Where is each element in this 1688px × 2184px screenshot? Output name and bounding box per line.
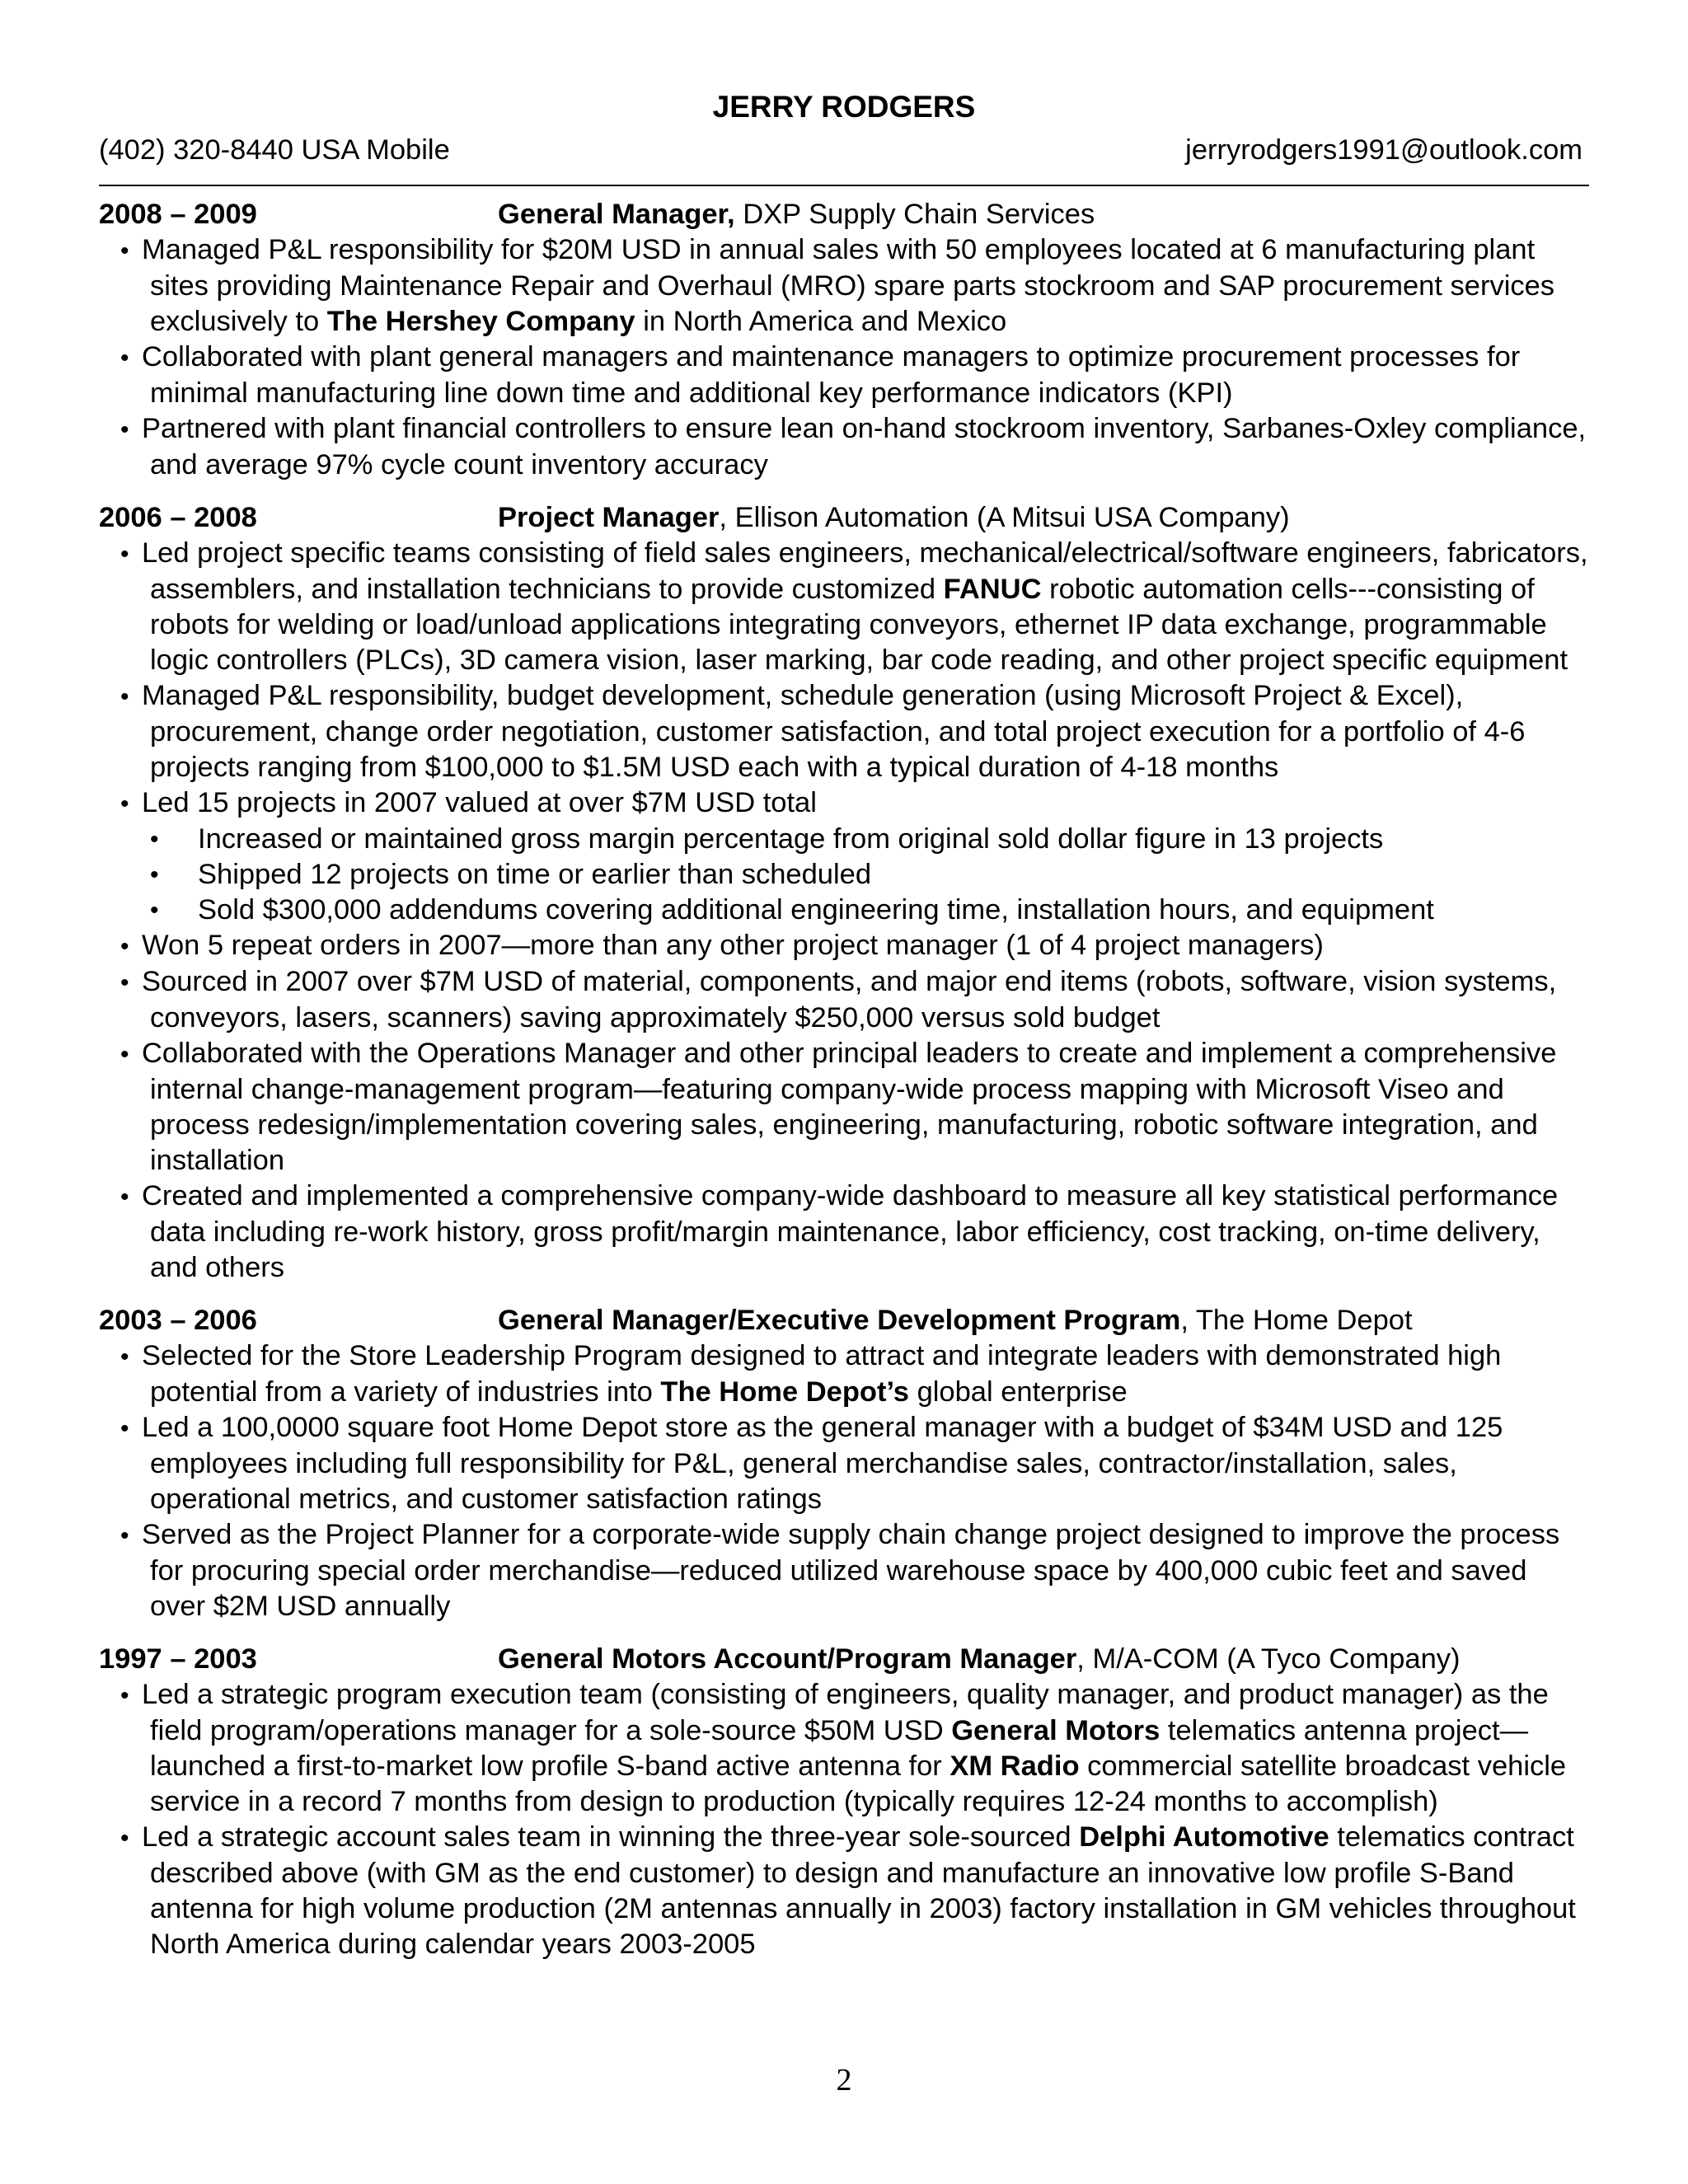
bullet-icon: •: [120, 1041, 129, 1068]
bullet-item: • Selected for the Store Leadership Program designed to attract and integrate leaders with demonstrated high potential from a variety of industries into The Home Depot’s global enterprise: [120, 1340, 1502, 1408]
page-number: 2: [836, 2063, 852, 2097]
job-dates: 2008 – 2009: [99, 199, 257, 230]
phone-number: (402) 320-8440 USA Mobile: [99, 134, 450, 166]
bullet-item: • Sourced in 2007 over $7M USD of material, components, and major end items (robots, software, vision systems, conveyors, lasers, scanners) saving approximately $250,000 versus sold budget: [120, 966, 1557, 1033]
job-header: [99, 1641, 1589, 1677]
bullet-icon: •: [150, 861, 159, 888]
job-company: DXP Supply Chain Services: [734, 199, 1095, 230]
job-company: , M/A-COM (A Tyco Company): [1076, 1643, 1461, 1675]
job-header: [99, 1302, 1589, 1338]
job-header: [99, 196, 1589, 232]
bullet-item: • Led a strategic program execution team (consisting of engineers, quality manager, and product manager) as the field program/operations manager for a sole-source $50M USD General Motors telematics antenna project—launched a first-to-market low profile S-band active antenna for XM Radio commercial satellite broadcast vehicle service in a record 7 months from design to production (typically requires 12-24 months to accomplish): [120, 1679, 1567, 1817]
bullet-item: • Managed P&L responsibility for $20M USD in annual sales with 50 employees located at 6 manufacturing plant sites providing Maintenance Repair and Overhaul (MRO) spare parts stockroom and SAP procurement services exclusively to The Hershey Company in North America and Mexico: [120, 234, 1555, 337]
bullet-icon: •: [120, 933, 129, 960]
contact-line: [99, 132, 1589, 168]
resume-page: [99, 82, 1589, 1979]
bullet-item: • Led a 100,0000 square foot Home Depot store as the general manager with a budget of $34M USD and 125 employees including full responsibility for P&L, general merchandise sales, contractor/installation, sales, operational metrics, and customer satisfaction ratings: [120, 1412, 1503, 1515]
bullet-icon: •: [120, 969, 129, 996]
job-title: General Manager/Executive Development Program: [498, 1305, 1181, 1336]
job-entry: [99, 1641, 1589, 1962]
sub-bullet-item: • Increased or maintained gross margin percentage from original sold dollar figure in 13 projects: [99, 822, 1589, 857]
bullet-icon: •: [120, 1415, 129, 1442]
sub-bullet-item: • Sold $300,000 addendums covering additional engineering time, installation hours, and equipment: [99, 893, 1589, 928]
job-title: Project Manager: [498, 502, 720, 533]
job-header: [99, 499, 1589, 536]
sub-bullet-item: • Shipped 12 projects on time or earlier than scheduled: [99, 857, 1589, 893]
bullet-item: • Led 15 projects in 2007 valued at over $7M USD total: [99, 785, 1589, 822]
bullet-item: • Created and implemented a comprehensive company-wide dashboard to measure all key statistical performance data including re-work history, gross profit/margin maintenance, labor efficiency, cost tracking, on-time delivery, and others: [120, 1180, 1559, 1283]
job-dates: 2003 – 2006: [99, 1305, 257, 1336]
job-company: , Ellison Automation (A Mitsui USA Company): [719, 502, 1290, 533]
bullet-icon: •: [120, 1682, 129, 1709]
email-address[interactable]: jerryrodgers1991@outlook.com: [1185, 134, 1582, 166]
bullet-icon: •: [120, 416, 129, 443]
bullet-icon: •: [120, 1183, 129, 1211]
bullet-icon: •: [120, 790, 129, 818]
bullet-item: • Won 5 repeat orders in 2007—more than any other project manager (1 of 4 project managers): [99, 928, 1589, 964]
bullet-item: • Led a strategic account sales team in winning the three-year sole-sourced Delphi Automotive telematics contract described above (with GM as the end customer) to design and manufacture an innovative low profile S-Band antenna for high volume production (2M antennas annually in 2003) factory installation in GM vehicles throughout North America during calendar years 2003-2005: [120, 1821, 1576, 1960]
bullet-icon: •: [120, 683, 129, 710]
bullet-icon: •: [120, 1522, 129, 1549]
job-dates: 2006 – 2008: [99, 502, 257, 533]
job-entry: [99, 196, 1589, 483]
job-dates: 1997 – 2003: [99, 1643, 257, 1675]
bullet-icon: •: [120, 237, 129, 265]
job-entry: [99, 499, 1589, 1286]
bullet-item: • Led project specific teams consisting of field sales engineers, mechanical/electrical/software engineers, fabricators, assemblers, and installation technicians to provide customized FANUC robotic automation cells---consisting of robots for welding or load/unload applications integrating conveyors, ethernet IP data exchange, programmable logic controllers (PLCs), 3D camera vision, laser marking, bar code reading, and other project specific equipment: [120, 537, 1588, 676]
job-entry: [99, 1302, 1589, 1624]
header-divider: [99, 185, 1589, 186]
job-title: General Motors Account/Program Manager: [498, 1643, 1077, 1675]
bullet-item: • Served as the Project Planner for a corporate-wide supply chain change project designed to improve the process for procuring special order merchandise—reduced utilized warehouse space by 400,000 cubic feet and saved over $2M USD annually: [120, 1519, 1560, 1622]
candidate-name: JERRY RODGERS: [712, 90, 976, 124]
bullet-icon: •: [150, 897, 159, 924]
bullet-icon: •: [120, 1343, 129, 1371]
bullet-icon: •: [120, 344, 129, 372]
bullet-item: • Partnered with plant financial controllers to ensure lean on-hand stockroom inventory, Sarbanes-Oxley compliance, and average 97% cycle count inventory accuracy: [120, 413, 1587, 480]
job-title: General Manager,: [498, 199, 735, 230]
bullet-icon: •: [150, 826, 159, 853]
bullet-item: • Managed P&L responsibility, budget development, schedule generation (using Microsoft Project & Excel), procurement, change order negotiation, customer satisfaction, and total project execution for a portfolio of 4-6 projects ranging from $100,000 to $1.5M USD each with a typical duration of 4-18 months: [120, 680, 1526, 783]
bullet-item: • Collaborated with the Operations Manager and other principal leaders to create and implement a comprehensive internal change-management program—featuring company-wide process mapping with Microsoft Viseo and process redesign/implementation covering sales, engineering, manufacturing, robotic software integration, and installation: [120, 1038, 1557, 1176]
bullet-icon: •: [120, 541, 129, 568]
bullet-icon: •: [120, 1825, 129, 1852]
bullet-item: • Collaborated with plant general managers and maintenance managers to optimize procurement processes for minimal manufacturing line down time and additional key performance indicators (KPI): [120, 341, 1521, 409]
job-company: , The Home Depot: [1180, 1305, 1413, 1336]
